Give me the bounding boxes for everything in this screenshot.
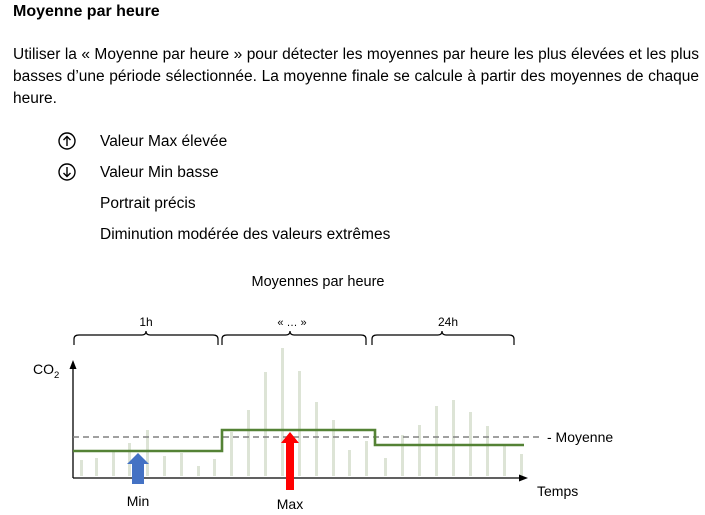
bar [163, 456, 166, 476]
feature-label: Valeur Max élevée [100, 133, 228, 150]
bar [213, 459, 216, 476]
bar [247, 410, 250, 476]
bar [520, 454, 523, 476]
y-axis-label: $CO_2$ [33, 361, 60, 381]
y-axis-arrowhead [70, 360, 77, 369]
bar [298, 371, 301, 476]
bar [180, 453, 183, 476]
bar [112, 452, 115, 476]
hourly-average-diagram [0, 260, 705, 515]
min-label: Min [126, 493, 150, 509]
hourly-bars [80, 348, 523, 476]
bar [128, 443, 131, 476]
bar [230, 432, 233, 476]
x-axis-arrowhead [519, 475, 528, 482]
arrow-up-circle-icon [58, 132, 76, 150]
feature-item-max [58, 132, 618, 163]
bar [452, 400, 455, 476]
brace-1h [74, 331, 218, 345]
bar [418, 425, 421, 476]
feature-list [58, 132, 618, 256]
mean-label: - Moyenne [547, 429, 614, 445]
bar [348, 450, 351, 476]
brace-24h [372, 331, 514, 345]
bar [332, 420, 335, 476]
diagram-title: Moyennes par heure [251, 274, 385, 290]
x-axis-label: Temps [537, 483, 579, 499]
max-label: Max [276, 496, 304, 512]
bar [315, 402, 318, 476]
feature-item-portrait [58, 194, 618, 225]
bar [435, 406, 438, 476]
bar [264, 372, 267, 476]
period-braces [74, 331, 514, 345]
bar [401, 435, 404, 476]
bar [365, 441, 368, 476]
brace-label-24h: 24h [437, 315, 459, 329]
feature-label: Valeur Min basse [100, 164, 219, 181]
feature-label: Portrait précis [100, 195, 196, 212]
feature-label: Diminution modérée des valeurs extrêmes [100, 226, 391, 243]
arrow-down-circle-icon [58, 163, 76, 181]
intro-paragraph: Utiliser la « Moyenne par heure » pour détecter les moyennes par heure les plus élevées et les plus basses d’une période sélectionnée. La moyenne finale se calcule à partir des moyennes de chaque heure. [13, 46, 699, 107]
brace-label-middle: « … » [277, 317, 307, 329]
page-title: Moyenne par heure [13, 3, 160, 20]
bar [281, 348, 284, 476]
feature-item-min [58, 163, 618, 194]
bar [503, 445, 506, 476]
brace-label-1h: 1h [139, 315, 153, 329]
bar [80, 460, 83, 476]
bar [486, 426, 489, 476]
brace-middle [222, 331, 366, 345]
bar [95, 458, 98, 476]
bar [197, 466, 200, 476]
feature-item-diminution [58, 225, 618, 256]
bar [384, 458, 387, 476]
